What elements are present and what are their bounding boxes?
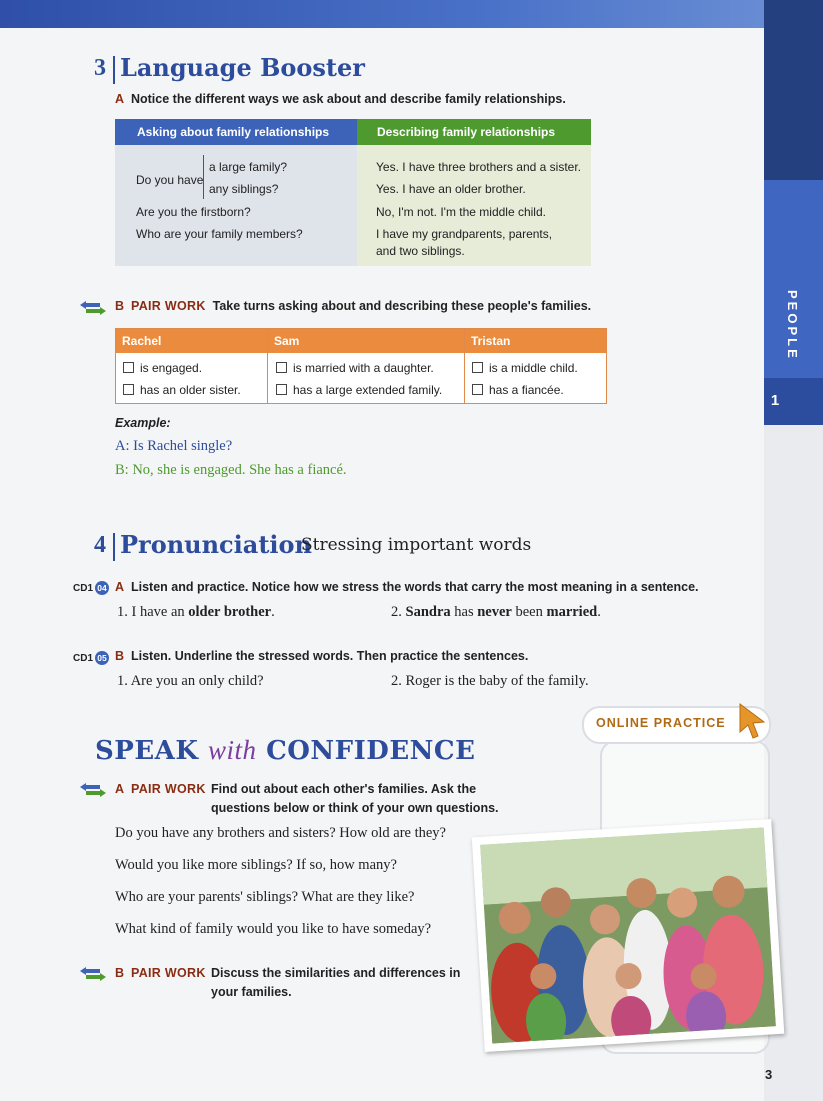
describing-answer: Yes. I have an older brother. (376, 182, 526, 196)
describing-answer: and two siblings. (376, 244, 465, 258)
table-cell: is a middle child. (472, 361, 578, 375)
track-number: 05 (95, 651, 109, 665)
instruction-text: Discuss the similarities and differences in (211, 966, 461, 980)
instruction-text: your families. (211, 985, 292, 999)
table-header: Sam (268, 329, 465, 353)
cursor-arrow-icon (738, 702, 766, 740)
instruction-text: Find out about each other's families. Ask the (211, 782, 477, 796)
describing-answer: Yes. I have three brothers and a sister. (376, 160, 582, 174)
checkbox[interactable] (276, 362, 287, 373)
sentence: 1. Are you an only child? (117, 673, 264, 689)
asking-option: any siblings? (209, 182, 279, 196)
checkbox[interactable] (123, 362, 134, 373)
instruction-a: A PAIR WORK (115, 782, 206, 796)
instruction-b: B Listen. Underline the stressed words. Then practice the sentences. (115, 649, 529, 663)
table-cell: has a fiancée. (472, 383, 564, 397)
section-subtitle: Stressing important words (301, 535, 532, 555)
cd-track[interactable]: CD1 05 (73, 651, 109, 665)
pair-work-icon (80, 783, 106, 797)
sidebar-top-block (764, 0, 823, 180)
cd-track[interactable]: CD1 04 (73, 581, 109, 595)
question: Who are your parents' siblings? What are they like? (115, 889, 415, 905)
asking-question: Who are your family members? (136, 227, 303, 241)
describing-answer: I have my grandparents, parents, (376, 227, 553, 241)
instruction-text: Take turns asking about and describing these people's families. (212, 299, 592, 313)
table-cell: is married with a daughter. (276, 361, 434, 375)
pair-work-icon (80, 301, 106, 315)
describing-header: Describing family relationships (357, 119, 591, 145)
instruction-text: questions below or think of your own questions. (211, 801, 499, 815)
table-header: Tristan (465, 329, 606, 353)
column-divider (267, 329, 268, 403)
instruction-text: Notice the different ways we ask about and describe family relationships. (130, 92, 566, 106)
pair-work-label: PAIR WORK (130, 299, 206, 313)
page-number: 3 (765, 1067, 773, 1082)
instruction-b: B PAIR WORK (115, 966, 206, 980)
instruction-a: A Listen and practice. Notice how we stress the words that carry the most meaning in a sentence. (115, 580, 699, 594)
example-line-b: B: No, she is engaged. She has a fiancé. (115, 462, 347, 478)
online-practice-label: ONLINE PRACTICE (596, 716, 726, 730)
asking-question: Are you the firstborn? (136, 205, 251, 219)
photo-content (480, 828, 776, 1044)
checkbox[interactable] (472, 384, 483, 395)
checkbox[interactable] (123, 384, 134, 395)
bracket-divider (203, 155, 204, 199)
pair-work-icon (80, 967, 106, 981)
asking-do-you-have: Do you have (136, 173, 204, 187)
sentence: 1. I have an older brother. (117, 604, 275, 620)
family-photo (472, 819, 785, 1052)
instruction-b (115, 299, 591, 313)
section-divider (113, 533, 115, 561)
sentence: 2. Sandra has never been married. (391, 604, 601, 620)
checkbox[interactable] (472, 362, 483, 373)
people-table (115, 328, 607, 404)
track-number: 04 (95, 581, 109, 595)
top-band (0, 0, 823, 28)
section-title: Pronunciation (120, 530, 312, 559)
describing-answer: No, I'm not. I'm the middle child. (376, 205, 546, 219)
sidebar-unit-number: 1 (770, 392, 780, 409)
section-divider (113, 56, 115, 84)
item-label: B (115, 299, 125, 313)
table-cell: is engaged. (123, 361, 202, 375)
sidebar-label: PEOPLE (785, 290, 800, 361)
speak-heading: SPEAK with CONFIDENCE (95, 735, 476, 766)
section-number: 4 (94, 532, 106, 558)
family-group-image (480, 828, 776, 1044)
checkbox[interactable] (276, 384, 287, 395)
asking-option: a large family? (209, 160, 288, 174)
section-title: Language Booster (120, 53, 365, 82)
section-number: 3 (94, 55, 106, 81)
example-line-a: A: Is Rachel single? (115, 438, 233, 454)
question: Do you have any brothers and sisters? How old are they? (115, 825, 446, 841)
column-divider (464, 329, 465, 403)
sentence: 2. Roger is the baby of the family. (391, 673, 589, 689)
example-label: Example: (115, 416, 171, 430)
instruction-a (115, 92, 566, 106)
asking-header: Asking about family relationships (115, 119, 357, 145)
table-header: Rachel (116, 329, 268, 353)
question: What kind of family would you like to have someday? (115, 921, 432, 937)
table-cell: has a large extended family. (276, 383, 442, 397)
question: Would you like more siblings? If so, how many? (115, 857, 397, 873)
item-label: A (115, 92, 125, 106)
table-cell: has an older sister. (123, 383, 241, 397)
